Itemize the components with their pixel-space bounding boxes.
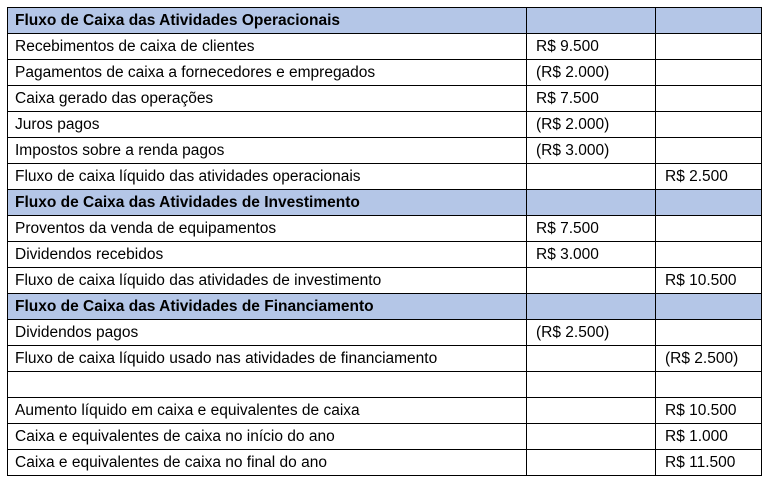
section-title: Fluxo de Caixa das Atividades Operacionais [8,8,527,34]
section-header-operating [8,8,762,34]
row-amount [527,164,656,190]
row-total [656,34,762,60]
table-row [8,164,762,190]
row-label [8,372,527,398]
row-total [656,60,762,86]
table-row [8,346,762,372]
row-total: R$ 10.500 [656,268,762,294]
row-amount [527,346,656,372]
row-label: Juros pagos [8,112,527,138]
row-label: Proventos da venda de equipamentos [8,216,527,242]
table-row-blank [8,372,762,398]
row-amount [527,424,656,450]
header-empty-cell [656,294,762,320]
row-label: Aumento líquido em caixa e equivalentes de caixa [8,398,527,424]
row-total [656,320,762,346]
row-amount: (R$ 2.000) [527,112,656,138]
table-row [8,86,762,112]
row-amount: R$ 7.500 [527,86,656,112]
section-header-financing [8,294,762,320]
row-amount [527,268,656,294]
row-label: Caixa e equivalentes de caixa no final do ano [8,450,527,476]
row-amount: R$ 7.500 [527,216,656,242]
row-label: Caixa e equivalentes de caixa no início do ano [8,424,527,450]
row-total: (R$ 2.500) [656,346,762,372]
row-amount [527,450,656,476]
header-empty-cell [656,190,762,216]
row-total [656,372,762,398]
row-label: Recebimentos de caixa de clientes [8,34,527,60]
row-label: Pagamentos de caixa a fornecedores e empregados [8,60,527,86]
row-total: R$ 11.500 [656,450,762,476]
row-label: Caixa gerado das operações [8,86,527,112]
row-label: Fluxo de caixa líquido das atividades operacionais [8,164,527,190]
header-empty-cell [656,8,762,34]
section-title: Fluxo de Caixa das Atividades de Financiamento [8,294,527,320]
row-amount [527,372,656,398]
row-total: R$ 2.500 [656,164,762,190]
row-total [656,138,762,164]
row-label: Fluxo de caixa líquido usado nas atividades de financiamento [8,346,527,372]
row-total [656,216,762,242]
table-row [8,450,762,476]
row-total [656,112,762,138]
row-label: Dividendos pagos [8,320,527,346]
row-amount: (R$ 3.000) [527,138,656,164]
header-empty-cell [527,190,656,216]
row-amount: (R$ 2.500) [527,320,656,346]
section-title: Fluxo de Caixa das Atividades de Investimento [8,190,527,216]
row-label: Impostos sobre a renda pagos [8,138,527,164]
table-row [8,320,762,346]
row-total [656,86,762,112]
row-label: Dividendos recebidos [8,242,527,268]
row-label: Fluxo de caixa líquido das atividades de investimento [8,268,527,294]
header-empty-cell [527,294,656,320]
header-empty-cell [527,8,656,34]
row-total [656,242,762,268]
row-amount: R$ 9.500 [527,34,656,60]
row-amount: R$ 3.000 [527,242,656,268]
row-amount [527,398,656,424]
section-header-investing [8,190,762,216]
table-row [8,60,762,86]
table-row [8,242,762,268]
table-row [8,138,762,164]
table-row [8,398,762,424]
table-row [8,216,762,242]
row-total: R$ 1.000 [656,424,762,450]
table-row [8,112,762,138]
table-row [8,34,762,60]
table-row [8,424,762,450]
row-total: R$ 10.500 [656,398,762,424]
table-row [8,268,762,294]
row-amount: (R$ 2.000) [527,60,656,86]
cash-flow-table [7,7,762,476]
cash-flow-table-body [8,8,762,476]
